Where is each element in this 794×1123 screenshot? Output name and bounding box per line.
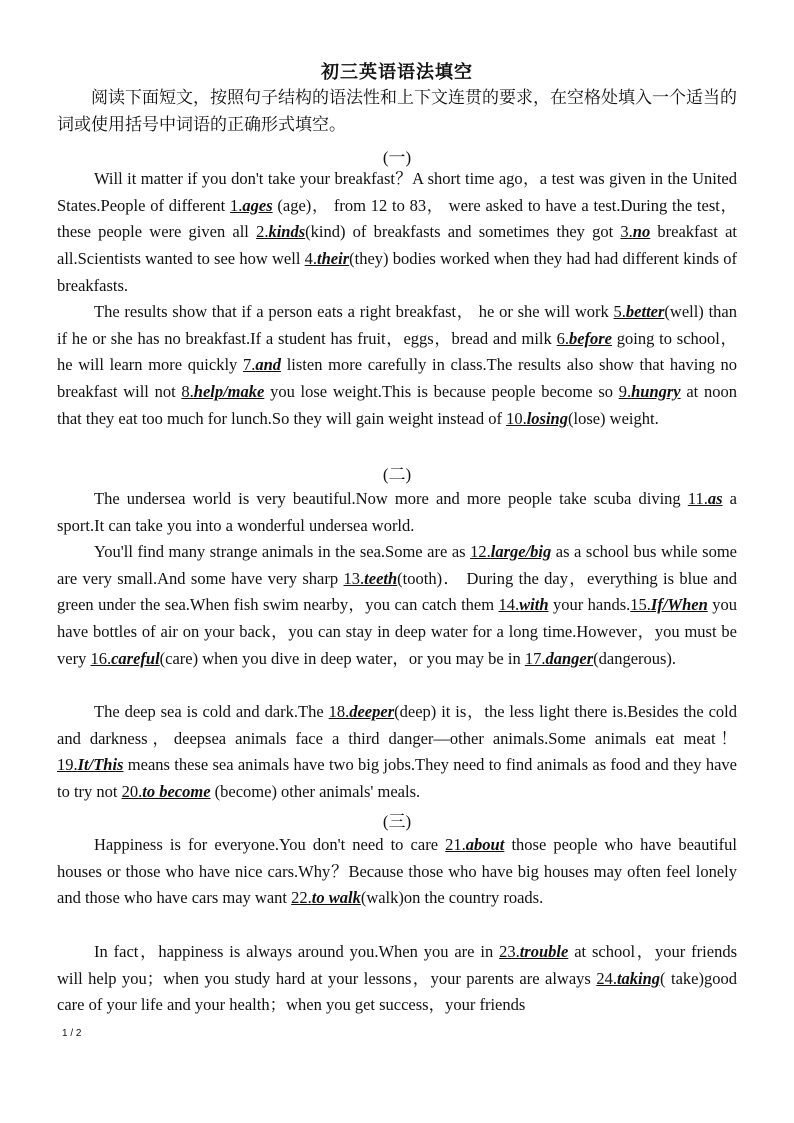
paragraph <box>57 939 737 1019</box>
paragraph <box>57 832 737 912</box>
blank-number: 3. <box>620 222 633 242</box>
section-heading-1: (一) <box>382 148 412 167</box>
blank-answer: to walk <box>311 888 361 908</box>
blank-answer: taking <box>616 968 661 988</box>
body-text: (age)， from 12 to 83， were asked to have a test.During the test，these people were given all <box>57 195 737 242</box>
blank-number: 19. <box>57 755 78 775</box>
body-text: (care) when you dive in deep water，or you may be in <box>159 648 525 668</box>
body-text: (deep) it is，the less light there is.Besides the cold and darkness，deepsea animals face a third danger—other animals.Some animals eat meat！ <box>57 702 737 748</box>
blank-number: 23. <box>499 942 520 961</box>
blank-number: 18. <box>328 702 350 721</box>
body-text: (well) than if he or she has no breakfast.If a student has fruit，eggs，bread and milk <box>57 302 737 348</box>
blank-answer: about <box>465 835 505 854</box>
paragraph <box>57 299 737 433</box>
blank-answer: losing <box>526 408 568 428</box>
blank-answer: trouble <box>519 942 569 961</box>
body-text: going to school， he will learn more quickly <box>57 328 738 375</box>
section-heading-2: (二) <box>382 465 412 484</box>
blank-number: 24. <box>596 968 617 988</box>
blank-answer: kinds <box>268 222 306 242</box>
blank-number: 6. <box>556 328 569 348</box>
paragraph <box>57 699 737 806</box>
body-text: The results show that if a person eats a right breakfast， he or she will work <box>94 302 614 321</box>
blank-answer: with <box>519 595 549 615</box>
paragraph <box>57 539 737 673</box>
instructions: 阅读下面短文，按照句子结构的语法性和上下文连贯的要求，在空格处填入一个适当的词或使用括号中词语的正确形式填空。 <box>57 88 737 134</box>
blank-answer: as <box>707 489 723 508</box>
blank-number: 9. <box>618 382 632 402</box>
paragraph <box>57 486 737 539</box>
body-text: means these sea animals have two big jobs.They need to find animals as food and they have to try not <box>57 755 737 802</box>
body-text: at noon that they eat too much for lunch.So they will gain weight instead of <box>57 382 737 428</box>
blank-number: 16. <box>90 648 112 668</box>
blank-number: 8. <box>181 382 194 402</box>
blank-answer: to become <box>142 782 211 802</box>
body-text: (lose) weight. <box>567 408 659 428</box>
blank-number: 11. <box>687 489 708 508</box>
blank-number: 22. <box>291 888 312 908</box>
body-text: In fact，happiness is always around you.When you are in <box>94 942 500 961</box>
body-text: (kind) of breakfasts and sometimes they got <box>305 222 621 242</box>
blank-answer: large/big <box>490 542 552 561</box>
blank-number: 15. <box>630 595 651 615</box>
blank-number: 13. <box>343 568 365 588</box>
body-text: You'll find many strange animals in the sea.Some are as <box>94 542 471 561</box>
blank-answer: better <box>625 302 665 321</box>
body-text: ( take)good care of your life and your health；when you get success，your friends <box>57 968 737 1015</box>
blank-number: 4. <box>304 249 318 269</box>
blank-number: 21. <box>445 835 466 854</box>
blank-number: 2. <box>256 222 269 242</box>
body-text: (dangerous). <box>593 648 677 668</box>
body-text: The deep sea is cold and dark.The <box>94 702 329 721</box>
blank-number: 12. <box>470 542 491 561</box>
blank-answer: and <box>255 355 282 375</box>
body-text: Happiness is for everyone.You don't need to care <box>94 835 446 854</box>
blank-number: 5. <box>613 302 626 321</box>
blank-answer: It/This <box>77 755 124 775</box>
blank-number: 7. <box>242 355 256 375</box>
blank-answer: deeper <box>349 702 395 721</box>
body-text: The undersea world is very beautiful.Now more and more people take scuba diving <box>94 489 688 508</box>
blank-answer: before <box>568 328 613 348</box>
page-number: 1 / 2 <box>62 1028 82 1039</box>
blank-answer: ages <box>242 195 273 215</box>
blank-answer: no <box>632 222 651 242</box>
body-text: Will it matter if you don't take your breakfast？A short time ago，a test was given in the United States.People of different <box>57 169 737 215</box>
section-heading-3: (三) <box>382 812 412 831</box>
blank-answer: help/make <box>193 382 265 402</box>
body-text: your hands. <box>548 595 631 615</box>
blank-answer: hungry <box>631 382 681 402</box>
body-text: as a school bus while some are very small.And some have very sharp <box>57 542 737 588</box>
blank-number: 1. <box>230 195 243 215</box>
body-text: listen more carefully in class.The results also show that having no breakfast will not <box>57 355 737 402</box>
blank-answer: If/When <box>650 595 708 615</box>
body-text: those people who have beautiful houses or those who have nice cars.Why？Because those who have big houses may often feel lonely and those who have cars may want <box>57 835 737 908</box>
body-text: (become) other animals' meals. <box>210 782 421 802</box>
body-text: breakfast at all.Scientists wanted to see how well <box>57 222 737 269</box>
body-text: you lose weight.This is because people become so <box>264 382 619 402</box>
page-title: 初三英语语法填空 <box>321 62 473 82</box>
blank-number: 14. <box>498 595 520 615</box>
body-text: (walk)on the country roads. <box>360 888 544 908</box>
body-text: (tooth)． During the day，everything is blue and green under the sea.When fish swim nearby，you can catch them <box>57 568 738 615</box>
blank-answer: teeth <box>364 568 398 588</box>
body-text: you have bottles of air on your back，you can stay in deep water for a long time.However，you must be very <box>57 595 737 668</box>
blank-answer: their <box>317 249 350 269</box>
blank-answer: careful <box>111 648 160 668</box>
body-text: at school，your friends will help you；when you study hard at your lessons，your parents are always <box>57 942 737 988</box>
blank-number: 10. <box>506 408 527 428</box>
blank-answer: danger <box>545 648 594 668</box>
blank-number: 17. <box>524 648 546 668</box>
blank-number: 20. <box>121 782 143 802</box>
body-text: (they) bodies worked when they had had different kinds of breakfasts. <box>57 249 737 295</box>
paragraph <box>57 166 737 300</box>
body-text: a sport.It can take you into a wonderful undersea world. <box>57 489 737 535</box>
